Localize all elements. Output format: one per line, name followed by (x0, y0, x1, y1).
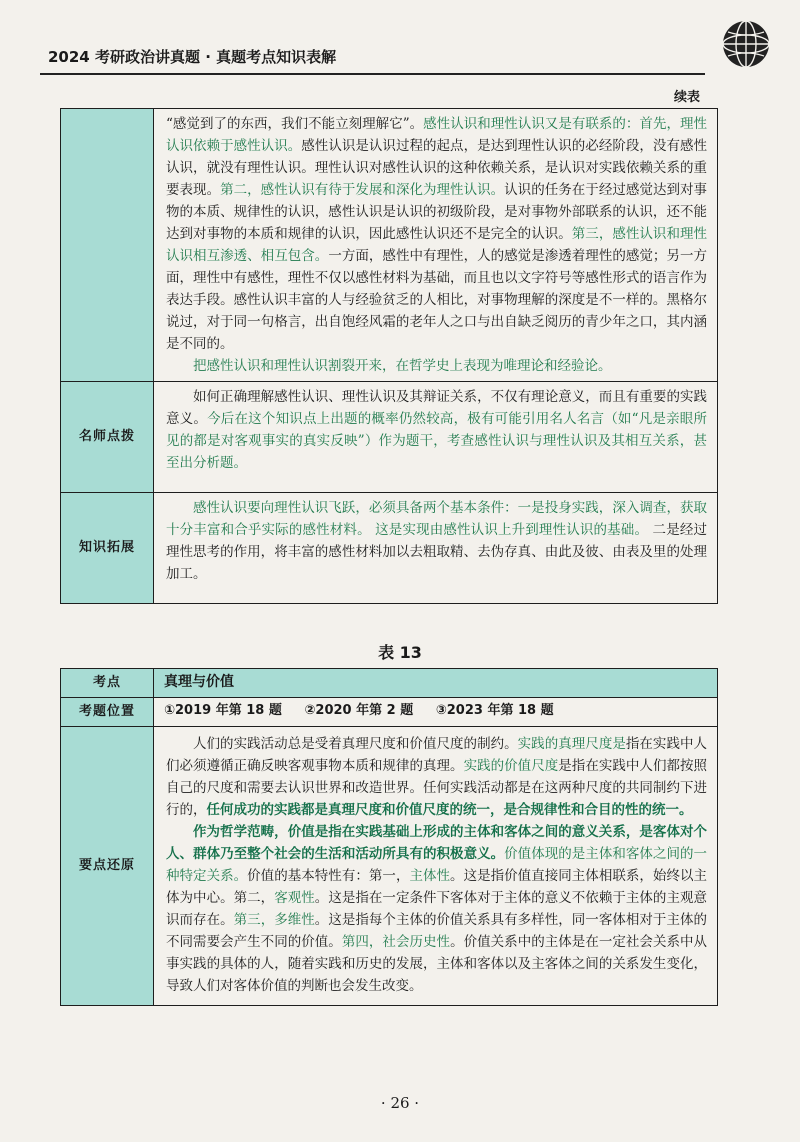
content-paragraph (166, 355, 707, 377)
globe-icon (720, 18, 772, 70)
table-13 (60, 668, 718, 1006)
text-segment: 是指在实践中人们都按照自己的尺度和需要去认识世界和改造世界。任何实践活动都是在这两种尺度的共同制约下进行的， (166, 758, 708, 818)
content-paragraph (166, 113, 707, 355)
text-segment: 感性认识要向理性认识飞跃，必须具备两个基本条件：一是投身实践，深入调查，获取十分丰富和合乎实际的感性材料。 这是实现由感性认识上升到理性认识的基础。 (166, 500, 707, 538)
kaodian-value: 真理与价值 (154, 669, 718, 698)
points-paragraph (166, 821, 707, 997)
text-segment: 作为哲学范畴，价值是指在实践基础上形成的主体和客体之间的意义关系，是客体对个人、群体乃至整个社会的生活和活动所具有的积极意义。 (166, 824, 707, 862)
position-item: ①2019 年第 18 题 (164, 703, 282, 718)
position-item: ③2023 年第 18 题 (435, 703, 554, 718)
text-segment: 。这是指每个主体的价值关系具有多样性，同一客体相对于主体的不同需要会产生不同的价值。 (166, 912, 708, 950)
text-segment: 二是经过理性思考的作用，将丰富的感性材料加以去粗取精、去伪存真、由此及彼、由表及里的处理加工。 (166, 522, 707, 582)
text-segment: 一方面，感性中有理性，人的感觉是渗透着理性的感觉；另一方面，理性中有感性，理性不仅以感性材料为基础，而且也以文字符号等感性形式的语言作为表达手段。感性认识丰富的人与经验贫乏的人相比，对事物理解的深度是不一样的。黑格尔说过，对于同一句格言，出自饱经风霜的老年人之口与出自缺乏阅历的青少年之口，其内涵是不同的。 (166, 248, 708, 352)
text-segment: 任何成功的实践都是真理尺度和价值尺度的统一，是合规律性和合目的性的统一。 (206, 802, 693, 818)
page-header (40, 18, 740, 74)
text-segment: 如何正确理解感性认识、理性认识及其辩证关系，不仅有理论意义，而且有重要的实践意义。 (166, 389, 707, 427)
text-segment: 感性认识是认识过程的起点，是达到理性认识的必经阶段，没有感性认识，就没有理性认识。理性认识对感性认识的这种依赖关系，是认识对实践依赖关系的重要表现。 (166, 138, 708, 198)
row-label-empty (61, 109, 154, 382)
table-13-title: 表 13 (378, 643, 422, 662)
header-rule (40, 73, 705, 75)
points-label: 要点还原 (61, 727, 154, 1006)
text-segment: “感觉到了的东西，我们不能立刻理解它”。 (166, 116, 424, 132)
points-cell (154, 727, 718, 1006)
text-segment: 第三，感性认识和理性认识相互渗透、相互包含。 (166, 226, 708, 264)
text-segment: 人们的实践活动总是受着真理尺度和价值尺度的制约。 (193, 736, 518, 752)
text-segment: 把感性认识和理性认识割裂开来，在哲学史上表现为唯理论和经验论。 (193, 358, 612, 374)
table-row (61, 698, 718, 727)
text-segment: 今后在这个知识点上出题的概率仍然较高，极有可能引用名人名言（如“凡是亲眼所见的都是对客观事实的真实反映”）作为题干，考查感性认识与理性认识及其相互关系，甚至出分析题。 (166, 411, 708, 471)
text-segment: 价值的基本特性有：第一， (247, 868, 410, 884)
table-row (61, 669, 718, 698)
text-segment: 第四，社会历史性 (341, 934, 451, 950)
table-row (61, 109, 718, 382)
points-paragraph (166, 733, 707, 821)
table-row (61, 727, 718, 1006)
text-segment: 主体性 (409, 868, 451, 884)
text-segment: 。这是指在一定条件下客体对于主体的意义不依赖于主体的主观意识而存在。 (166, 890, 708, 928)
teacher-tips-label: 名师点拨 (61, 382, 154, 493)
text-segment: 第二，感性认识有待于发展和深化为理性认识。 (220, 182, 505, 198)
text-segment: 指在实践中人们必须遵循正确反映客观事物本质和规律的真理。 (166, 736, 708, 774)
teacher-tips-cell (154, 382, 718, 493)
table-row (61, 382, 718, 493)
teacher-tips-text (166, 386, 707, 474)
text-segment: 。价值关系中的主体是在一定社会关系中从事实践的具体的人，随着实践和历史的发展，主体和客体以及主客体之间的关系发生变化，导致人们对客体价值的判断也会发生改变。 (166, 934, 708, 994)
continued-label: 续表 (673, 90, 700, 105)
kaodian-label: 考点 (61, 669, 154, 698)
text-segment: 价值体现的是主体和客体之间的一种特定关系。 (166, 846, 707, 884)
table-12-continued (60, 108, 718, 604)
extension-label: 知识拓展 (61, 493, 154, 604)
text-segment: 实践的价值尺度 (463, 758, 559, 774)
text-segment: 认识的任务在于经过感觉达到对事物的本质、规律性的认识，感性认识是认识的初级阶段，是对事物外部联系的认识，还不能达到对事物的本质和规律的认识，因此感性认识还不是完全的认识。 (166, 182, 708, 242)
text-segment: 。这是指价值直接同主体相联系，始终以主体为中心。第二， (166, 868, 708, 906)
position-label: 考题位置 (61, 698, 154, 727)
extension-text (166, 497, 707, 585)
table-row (61, 493, 718, 604)
text-segment: 感性认识和理性认识又是有联系的：首先，理性认识依赖于感性认识。 (166, 116, 707, 154)
position-item: ②2020 年第 2 题 (304, 703, 414, 718)
position-value (154, 698, 718, 727)
content-cell (154, 109, 718, 382)
book-title: 2024 考研政治讲真题 · 真题考点知识表解 (48, 48, 337, 66)
text-segment: 实践的真理尺度是 (517, 736, 626, 752)
text-segment: 客观性 (274, 890, 315, 906)
extension-cell (154, 493, 718, 604)
text-segment: 第三，多维性 (233, 912, 315, 928)
page-number: · 26 · (380, 1094, 420, 1112)
